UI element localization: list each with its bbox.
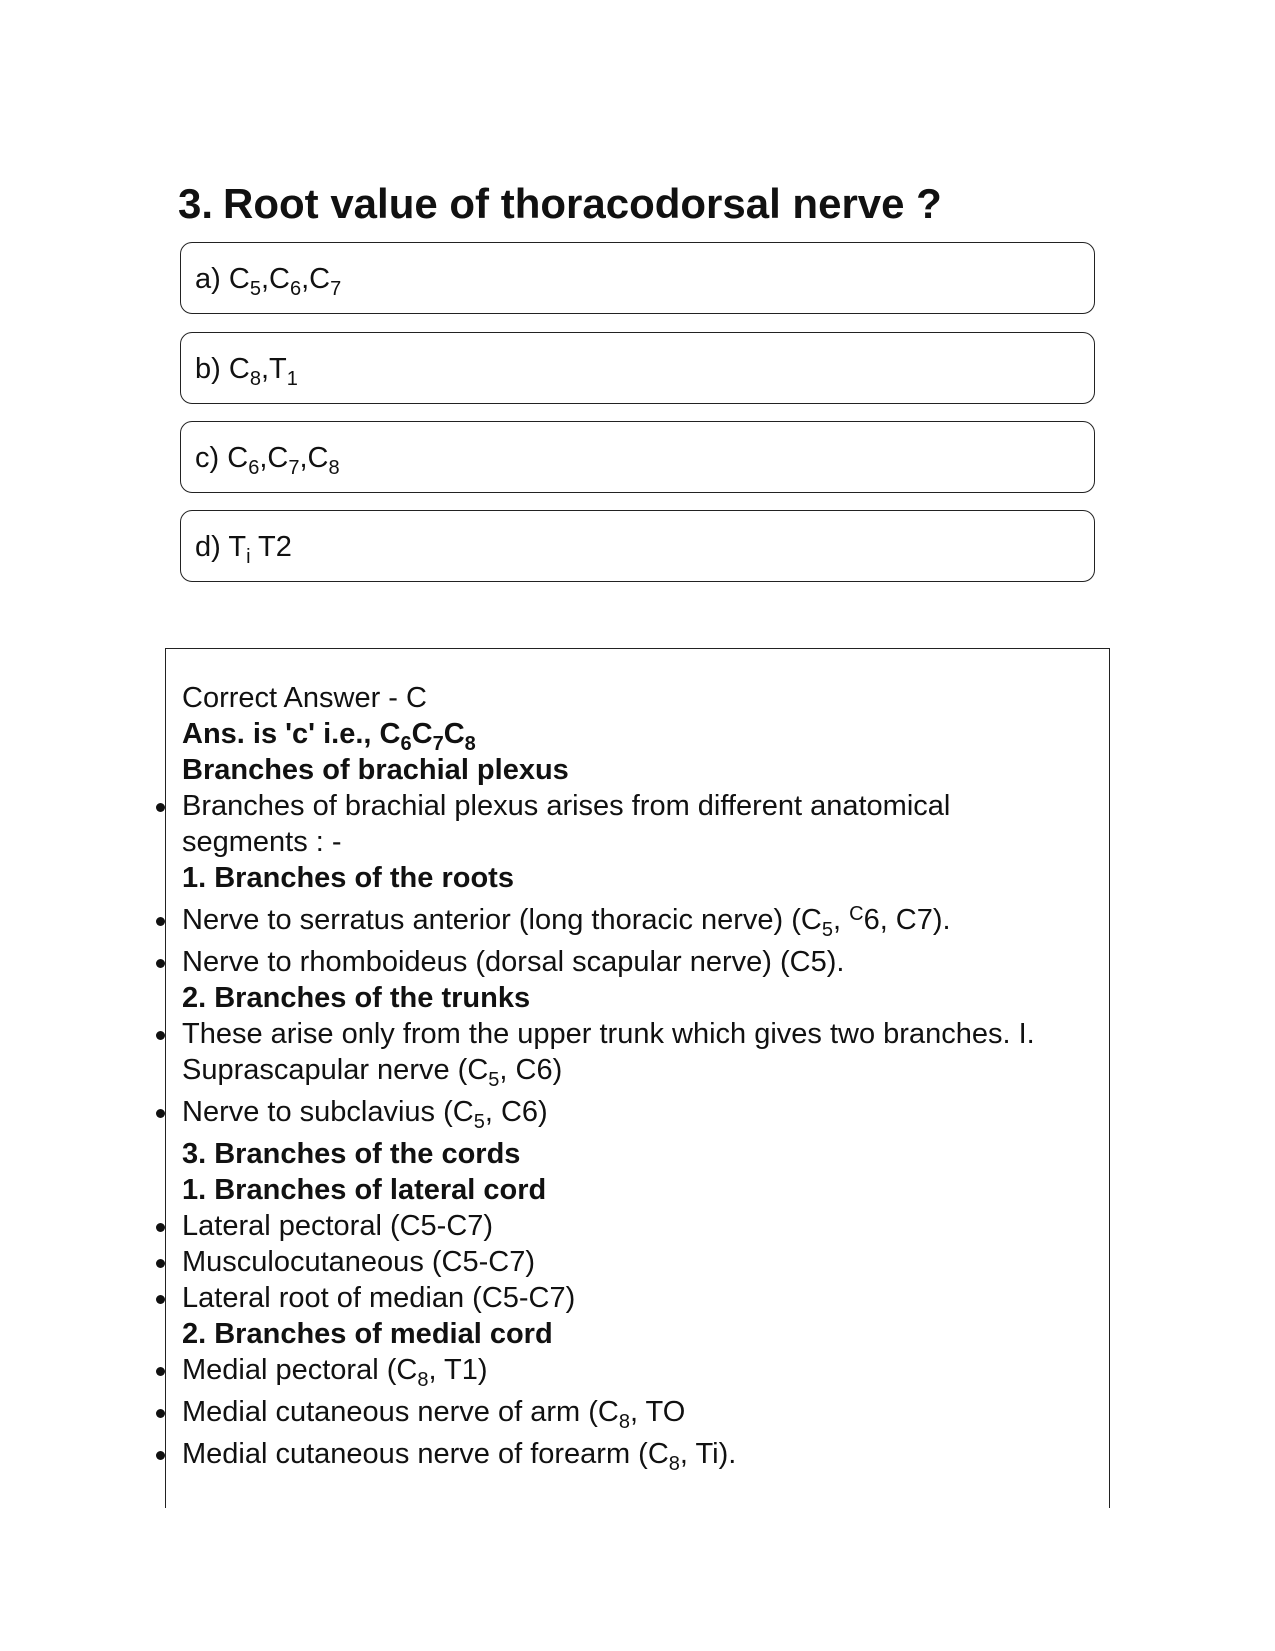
correct-answer-line: Correct Answer - C	[182, 682, 427, 714]
bullet	[156, 1031, 165, 1040]
question-text: Root value of thoracodorsal nerve ?	[223, 180, 942, 227]
heading-medial-cord: 2. Branches of medial cord	[182, 1318, 553, 1350]
list-item: Medial cutaneous nerve of arm ($C_8$, TO	[182, 1394, 1099, 1430]
list-item: Lateral pectoral (C5-C7)	[182, 1208, 1099, 1244]
list-item: Medial pectoral ($C_8$, T1)	[182, 1352, 1099, 1388]
list-item: Lateral root of median (C5-C7)	[182, 1280, 1099, 1316]
heading-lateral-cord: 1. Branches of lateral cord	[182, 1174, 547, 1206]
question-number: 3.	[178, 180, 214, 227]
bullet	[156, 1295, 165, 1304]
question-title	[178, 178, 942, 230]
list-item-continuation: segments : -	[182, 826, 342, 858]
bullet	[156, 959, 165, 968]
list-item-continuation: Suprascapular nerve ($C_5$, C6)	[182, 1054, 563, 1091]
option-d[interactable]: d) $T_i$ T2	[180, 510, 1095, 582]
bullet	[156, 1223, 165, 1232]
list-item: Nerve to subclavius ($C_5$, C6)	[182, 1094, 1099, 1130]
heading-roots: 1. Branches of the roots	[182, 862, 514, 894]
answer-statement: Ans. is 'c' i.e., $C_6C_7C_8$	[182, 718, 476, 755]
heading-cords: 3. Branches of the cords	[182, 1138, 521, 1170]
bullet	[156, 917, 165, 926]
bullet	[156, 1409, 165, 1418]
bullet	[156, 803, 165, 812]
answer-explanation-box	[165, 648, 1110, 1508]
list-item: Nerve to serratus anterior (long thoracic nerve) ($C_5$, $^C$6, C7).	[182, 902, 1099, 938]
list-item: Branches of brachial plexus arises from different anatomical	[182, 788, 1099, 824]
heading-trunks: 2. Branches of the trunks	[182, 982, 531, 1014]
list-item: Musculocutaneous (C5-C7)	[182, 1244, 1099, 1280]
bullet	[156, 1259, 165, 1268]
heading-brachial-plexus: Branches of brachial plexus	[182, 754, 569, 786]
bullet	[156, 1109, 165, 1118]
list-item: These arise only from the upper trunk which gives two branches. I.	[182, 1016, 1099, 1052]
bullet	[156, 1451, 165, 1460]
bullet	[156, 1367, 165, 1376]
option-a[interactable]: a) $C_5,C_6,C_7$	[180, 242, 1095, 314]
list-item: Medial cutaneous nerve of forearm ($C_8$, Ti).	[182, 1436, 1099, 1472]
option-b[interactable]: b) $C_8,T_1$	[180, 332, 1095, 404]
list-item: Nerve to rhomboideus (dorsal scapular nerve) (C5).	[182, 944, 1099, 980]
option-c[interactable]: c) $C_6,C_7,C_8$	[180, 421, 1095, 493]
